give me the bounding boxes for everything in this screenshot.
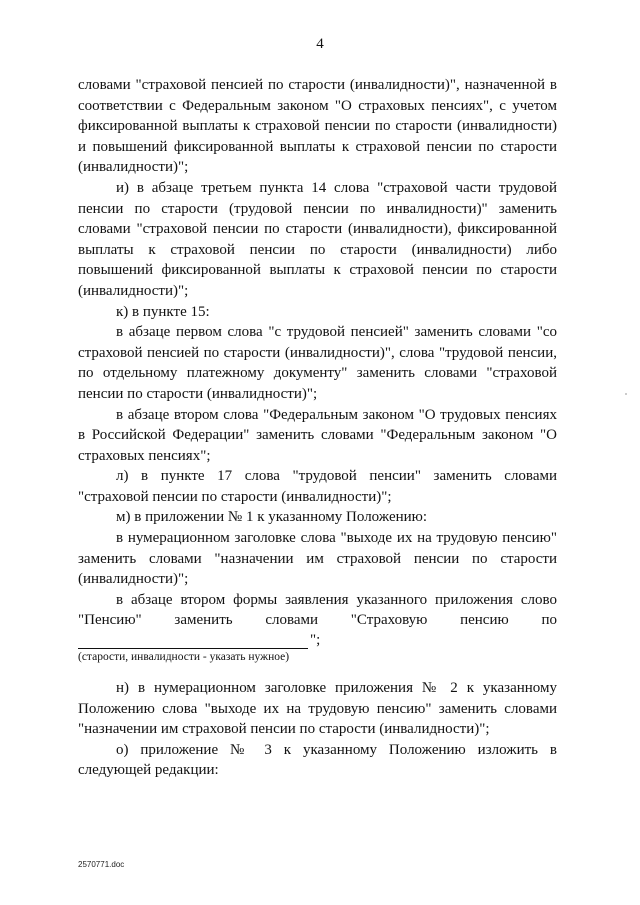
page-number: 4 (316, 36, 324, 52)
fill-in-tail: "; (310, 632, 321, 649)
fill-in-footnote: (старости, инвалидности - указать нужное) (78, 651, 290, 664)
file-code: 2570771.doc (78, 860, 125, 869)
scan-speck (625, 393, 627, 395)
paragraph-item-k: к) в пункте 15: (116, 303, 210, 320)
fill-in-row (78, 631, 557, 649)
paragraph-item-m: м) в приложении № 1 к указанному Положению: (116, 509, 428, 526)
fill-in-blank-line (78, 636, 308, 649)
paragraph-continuation: словами "страховой пенсией по старости (инвалидности)", назначенной в соответствии с Федеральным законом "О страховых пенсиях", с учетом фиксированной выплаты к страховой пенсии по старости (инвалидности) и повышений фиксированной выплаты к страховой пенсии по старости (инвалидности)"; (78, 77, 557, 176)
document-body (78, 75, 557, 781)
paragraph-item-l: л) в пункте 17 слова "трудовой пенсии" заменить словами "страховой пенсии по старости (инвалидности)"; (78, 468, 557, 505)
paragraph-item-n: н) в нумерационном заголовке приложения № 2 к указанному Положению слова "выходе их на трудовую пенсию" заменить словами "назначении им страховой пенсии по старости (инвалидности)"; (78, 680, 557, 738)
paragraph-item-o: о) приложение № 3 к указанному Положению изложить в следующей редакции: (78, 741, 557, 779)
paragraph-m-heading: в нумерационном заголовке слова "выходе их на трудовую пенсию" заменить словами "назначении им страховой пенсии по старости (инвалидности)"; (78, 530, 557, 588)
paragraph-k-second-abzac: в абзаце втором слова "Федеральным законом "О трудовых пенсиях в Российской Федерации" заменить словами "Федеральным законом "О страховых пенсиях"; (78, 406, 557, 464)
paragraph-k-first-abzac: в абзаце первом слова "с трудовой пенсией" заменить словами "со страховой пенсией по старости (инвалидности)", слова "трудовой пенсии, по отдельному платежному документу" заменить словами "страховой пенсии по старости (инвалидности)"; (78, 324, 557, 402)
paragraph-item-i: и) в абзаце третьем пункта 14 слова "страховой части трудовой пенсии по старости (трудовой пенсии по инвалидности)" заменить словами "страховой пенсии по старости (инвалидности), фиксированной выплаты к страховой пенсии по старости (инвалидности) либо повышений фиксированной выплаты к страховой пенсии по старости (инвалидности)"; (78, 179, 557, 299)
paragraph-m-form: в абзаце втором формы заявления указанного приложения слово "Пенсию" заменить словами "Страховую пенсию по (78, 591, 557, 629)
spacer (78, 664, 557, 678)
